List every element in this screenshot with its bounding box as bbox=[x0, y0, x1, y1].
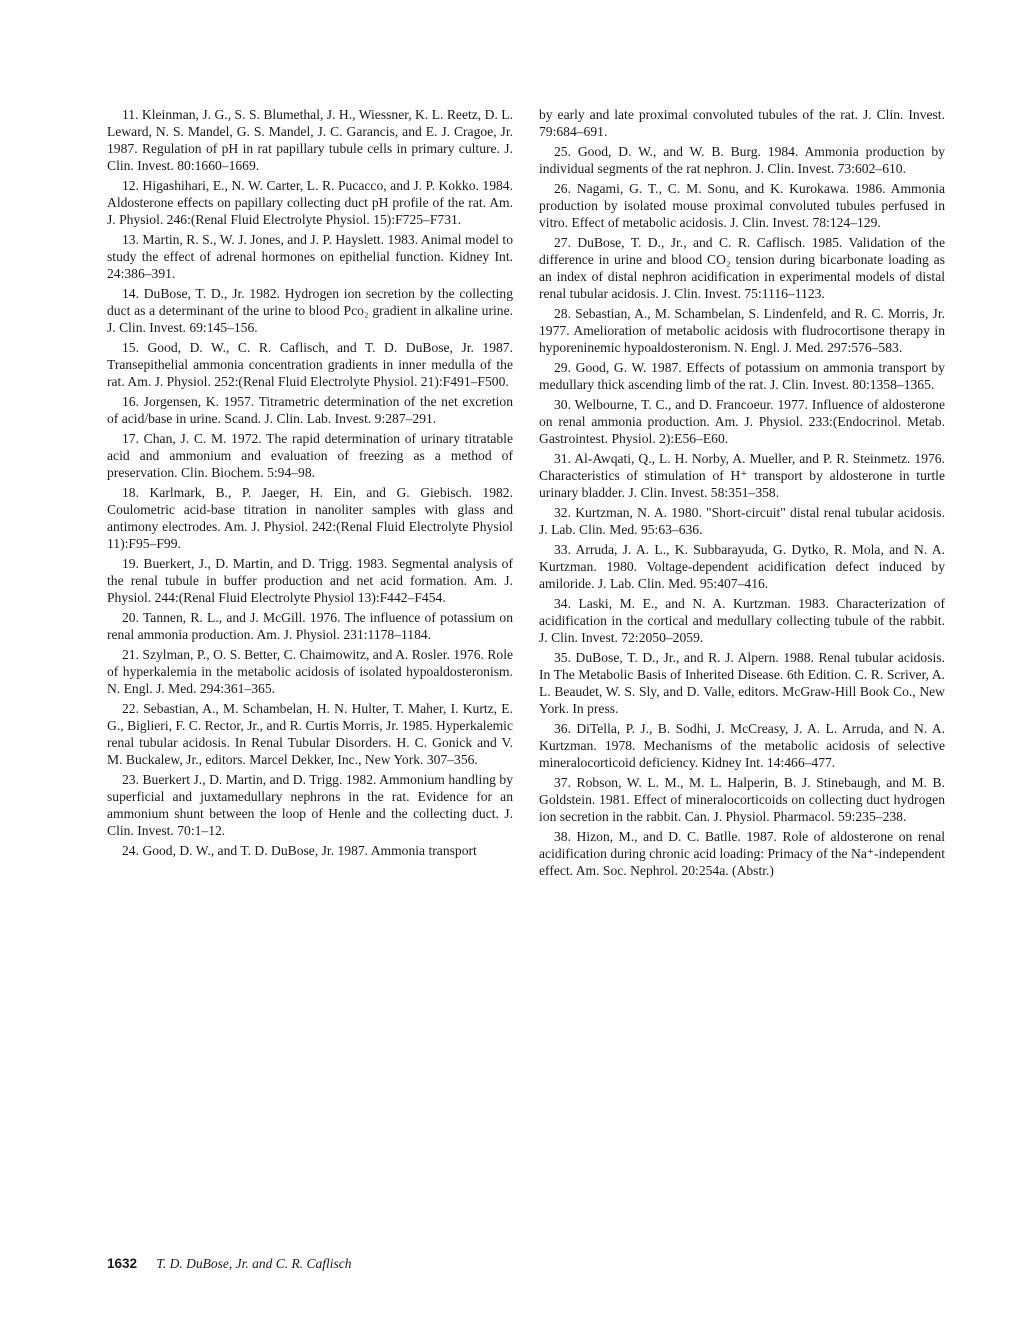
reference-36: 36. DiTella, P. J., B. Sodhi, J. McCreasy, J. A. L. Arruda, and N. A. Kurtzman. 1978. Mechanisms of the metabolic acidosis of selective mineralocorticoid deficiency. Kidney Int. 14:466–477. bbox=[539, 721, 945, 770]
page-number: 1632 bbox=[107, 1256, 138, 1271]
reference-37: 37. Robson, W. L. M., M. L. Halperin, B. J. Stinebaugh, and M. B. Goldstein. 1981. Effect of mineralocorticoids on collecting duct hydrogen ion secretion in the rabbit. Can. J. Physiol. Pharmacol. 59:235–238. bbox=[539, 775, 945, 824]
reference-24-start: 24. Good, D. W., and T. D. DuBose, Jr. 1987. Ammonia transport bbox=[122, 843, 477, 858]
reference-29: 29. Good, G. W. 1987. Effects of potassium on ammonia transport by medullary thick ascending limb of the rat. J. Clin. Invest. 80:1358–1365. bbox=[539, 360, 945, 392]
reference-34: 34. Laski, M. E., and N. A. Kurtzman. 1983. Characterization of acidification in the cortical and medullary collecting tubule of the rabbit. J. Clin. Invest. 72:2050–2059. bbox=[539, 596, 945, 645]
reference-35: 35. DuBose, T. D., Jr., and R. J. Alpern. 1988. Renal tubular acidosis. In The Metabolic Basis of Inherited Disease. 6th Edition. C. R. Scriver, A. L. Beaudet, W. S. Sly, and D. Valle, editors. McGraw-Hill Book Co., New York. In press. bbox=[539, 650, 945, 716]
reference-22: 22. Sebastian, A., M. Schambelan, H. N. Hulter, T. Maher, I. Kurtz, E. G., Biglieri, F. C. Rector, Jr., and R. Curtis Morris, Jr. 1985. Hyperkalemic renal tubular acidosis. In Renal Tubular Disorders. H. C. Gonick and V. M. Buckalew, Jr., editors. Marcel Dekker, Inc., New York. 307–356. bbox=[107, 701, 513, 767]
reference-32: 32. Kurtzman, N. A. 1980. "Short-circuit" distal renal tubular acidosis. J. Lab. Clin. Med. 95:63–636. bbox=[539, 505, 945, 537]
references-left-column bbox=[107, 106, 513, 862]
reference-26: 26. Nagami, G. T., C. M. Sonu, and K. Kurokawa. 1986. Ammonia production by isolated mouse proximal convoluted tubules perfused in vitro. Effect of metabolic acidosis. J. Clin. Invest. 78:124–129. bbox=[539, 181, 945, 230]
reference-27: 27. DuBose, T. D., Jr., and C. R. Caflisch. 1985. Validation of the difference in urine and blood CO₂ tension during bicarbonate loading as an index of distal nephron acidification in experimental models of distal renal tubular acidosis. J. Clin. Invest. 75:1116–1123. bbox=[539, 235, 945, 301]
running-head: T. D. DuBose, Jr. and C. R. Caflisch bbox=[156, 1256, 352, 1271]
reference-20: 20. Tannen, R. L., and J. McGill. 1976. The influence of potassium on renal ammonia production. Am. J. Physiol. 231:1178–1184. bbox=[107, 610, 513, 642]
reference-33: 33. Arruda, J. A. L., K. Subbarayuda, G. Dytko, R. Mola, and N. A. Kurtzman. 1980. Voltage-dependent acidification defect induced by amiloride. J. Lab. Clin. Med. 95:407–416. bbox=[539, 542, 945, 591]
reference-30: 30. Welbourne, T. C., and D. Francoeur. 1977. Influence of aldosterone on renal ammonia production. Am. J. Physiol. 233:(Endocrinol. Metab. Gastrointest. Physiol. 2):E56–E60. bbox=[539, 397, 945, 446]
reference-18: 18. Karlmark, B., P. Jaeger, H. Ein, and G. Giebisch. 1982. Coulometric acid-base titration in nanoliter samples with glass and antimony electrodes. Am. J. Physiol. 242:(Renal Fluid Electrolyte Physiol 11):F95–F99. bbox=[107, 485, 513, 551]
reference-17: 17. Chan, J. C. M. 1972. The rapid determination of urinary titratable acid and ammonium and evaluation of freezing as a method of preservation. Clin. Biochem. 5:94–98. bbox=[107, 431, 513, 480]
reference-12: 12. Higashihari, E., N. W. Carter, L. R. Pucacco, and J. P. Kokko. 1984. Aldosterone effects on papillary collecting duct pH profile of the rat. Am. J. Physiol. 246:(Renal Fluid Electrolyte Physiol. 15):F725–F731. bbox=[107, 178, 513, 227]
reference-21: 21. Szylman, P., O. S. Better, C. Chaimowitz, and A. Rosler. 1976. Role of hyperkalemia in the metabolic acidosis of isolated hypoaldosteronism. N. Engl. J. Med. 294:361–365. bbox=[107, 647, 513, 696]
reference-38: 38. Hizon, M., and D. C. Batlle. 1987. Role of aldosterone on renal acidification during chronic acid loading: Primacy of the Na⁺-independent effect. Am. Soc. Nephrol. 20:254a. (Abstr.) bbox=[539, 829, 945, 878]
references-right-column bbox=[539, 106, 945, 882]
reference-25: 25. Good, D. W., and W. B. Burg. 1984. Ammonia production by individual segments of the rat nephron. J. Clin. Invest. 73:602–610. bbox=[539, 144, 945, 176]
reference-23: 23. Buerkert J., D. Martin, and D. Trigg. 1982. Ammonium handling by superficial and juxtamedullary nephrons in the rat. Evidence for an ammonium shunt between the loop of Henle and the collecting duct. J. Clin. Invest. 70:1–12. bbox=[107, 772, 513, 838]
reference-24-continuation: by early and late proximal convoluted tubules of the rat. J. Clin. Invest. 79:684–691. bbox=[539, 107, 945, 139]
reference-28: 28. Sebastian, A., M. Schambelan, S. Lindenfeld, and R. C. Morris, Jr. 1977. Amelioration of metabolic acidosis with fludrocortisone therapy in hyporeninemic hypoaldosteronism. N. Engl. J. Med. 297:576–583. bbox=[539, 306, 945, 355]
reference-11: 11. Kleinman, J. G., S. S. Blumethal, J. H., Wiessner, K. L. Reetz, D. L. Leward, N. S. Mandel, G. S. Mandel, J. C. Garancis, and E. J. Cragoe, Jr. 1987. Regulation of pH in rat papillary tubule cells in primary culture. J. Clin. Invest. 80:1660–1669. bbox=[107, 107, 513, 173]
reference-16: 16. Jorgensen, K. 1957. Titrametric determination of the net excretion of acid/base in urine. Scand. J. Clin. Lab. Invest. 9:287–291. bbox=[107, 394, 513, 426]
page-footer bbox=[107, 1256, 352, 1272]
reference-13: 13. Martin, R. S., W. J. Jones, and J. P. Hayslett. 1983. Animal model to study the effect of adrenal hormones on epithelial function. Kidney Int. 24:386–391. bbox=[107, 232, 513, 281]
reference-19: 19. Buerkert, J., D. Martin, and D. Trigg. 1983. Segmental analysis of the renal tubule in buffer production and net acid formation. Am. J. Physiol. 244:(Renal Fluid Electrolyte Physiol 13):F442–F454. bbox=[107, 556, 513, 605]
reference-15: 15. Good, D. W., C. R. Caflisch, and T. D. DuBose, Jr. 1987. Transepithelial ammonia concentration gradients in inner medulla of the rat. Am. J. Physiol. 252:(Renal Fluid Electrolyte Physiol. 21):F491–F500. bbox=[107, 340, 513, 389]
reference-31: 31. Al-Awqati, Q., L. H. Norby, A. Mueller, and P. R. Steinmetz. 1976. Characteristics of stimulation of H⁺ transport by aldosterone in turtle urinary bladder. J. Clin. Invest. 58:351–358. bbox=[539, 451, 945, 500]
reference-14: 14. DuBose, T. D., Jr. 1982. Hydrogen ion secretion by the collecting duct as a determinant of the urine to blood Pco₂ gradient in alkaline urine. J. Clin. Invest. 69:145–156. bbox=[107, 286, 513, 335]
